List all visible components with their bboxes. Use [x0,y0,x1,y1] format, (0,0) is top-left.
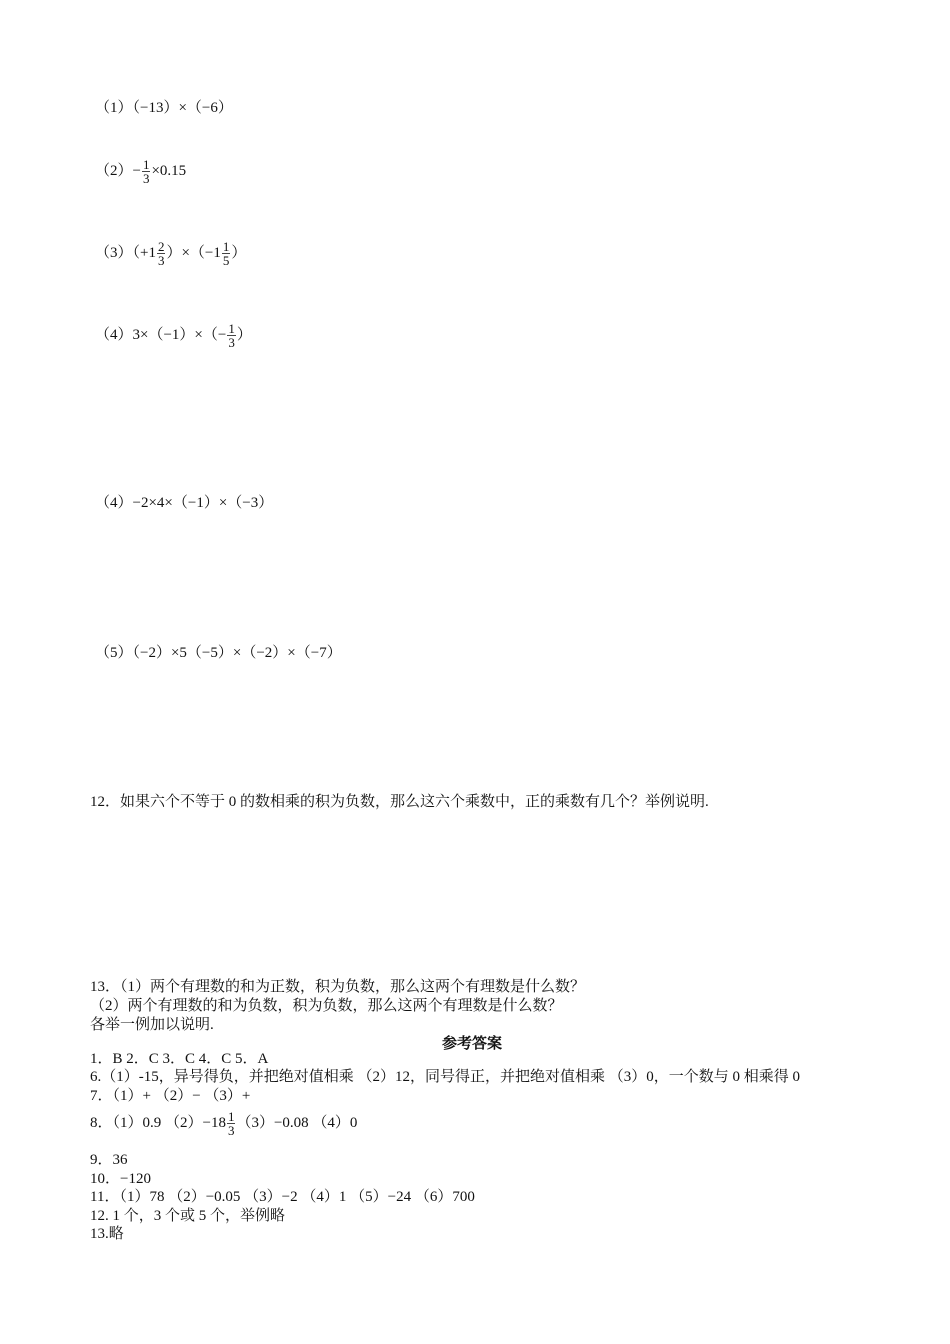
answer-13 [90,1225,124,1243]
problem-2 [95,158,186,185]
fraction-numerator: 1 [227,1109,235,1124]
question-13-line-2 [90,997,563,1015]
answer-9 [90,1151,128,1169]
answer-text: 11．（1）78 （2）−0.05 （3）−2 （4）1 （5）−24 （6）700 [90,1189,475,1205]
question-12 [90,793,709,811]
answer-text: 13.略 [90,1226,124,1242]
answer-11 [90,1188,475,1206]
problem-6-text: （5）（−2）×5（−5）×（−2）×（−7） [95,645,342,661]
problem-4-prefix: （4）3×（−1）×（− [95,326,227,343]
problem-5-text: （4）−2×4×（−1）×（−3） [95,495,274,511]
problem-2-suffix: ×0.15 [151,162,187,179]
answers-title: 参考答案 [442,1036,503,1052]
problem-3-part-b: ）×（−1 [166,244,221,261]
answer-text: 7．（1）+ （2）− （3）+ [90,1088,251,1104]
fraction [157,240,166,267]
answer-text: 12. 1 个，3 个或 5 个，举例略 [90,1208,286,1224]
problem-1 [95,99,233,117]
fraction [222,240,231,267]
fraction-numerator: 1 [228,321,235,336]
problem-1-text: （1）（−13）×（−6） [95,100,233,116]
answer-text: 1．B 2．C 3．C 4．C 5．A [90,1051,269,1067]
answer-8 [90,1110,357,1137]
answer-text: 10．−120 [90,1171,151,1187]
fraction-numerator: 2 [157,239,165,254]
fraction-numerator: 1 [222,239,230,254]
fraction [142,158,151,185]
answer-1-5 [90,1050,268,1068]
fraction-denominator: 5 [222,253,230,268]
answer-text: 9．36 [90,1152,128,1168]
fraction-denominator: 3 [157,253,165,268]
problem-3-part-a: （3）（+1 [95,244,156,261]
problem-4 [95,322,252,349]
answer-8-prefix: 8．（1）0.9 （2）−18 [90,1114,226,1131]
problem-3-part-c: ） [231,244,247,261]
answer-7 [90,1087,250,1105]
problem-3 [95,240,246,267]
fraction [227,322,236,349]
answer-12 [90,1207,285,1225]
problem-2-prefix: （2）− [95,162,141,179]
answer-8-suffix: （3）−0.08 （4）0 [236,1114,358,1131]
problem-5 [95,494,273,512]
fraction-numerator: 1 [142,157,150,172]
question-13-text: 13．（1）两个有理数的和为正数，积为负数，那么这两个有理数是什么数？ [90,979,586,995]
fraction-denominator: 3 [227,1123,235,1138]
answer-text: 6.（1）-15，异号得负，并把绝对值相乘 （2）12，同号得正，并把绝对值相乘 （3）0，一个数与 0 相乘得 0 [90,1069,800,1085]
question-13-line-1 [90,978,585,996]
fraction [227,1110,236,1137]
problem-6 [95,644,342,662]
fraction-denominator: 3 [142,171,150,186]
problem-4-suffix: ） [236,326,252,343]
answer-6 [90,1068,800,1086]
answer-10 [90,1170,151,1188]
question-12-text: 12．如果六个不等于 0 的数相乘的积为负数，那么这六个乘数中，正的乘数有几个？举例说明. [90,794,709,810]
question-13-text: （2）两个有理数的和为负数，积为负数，那么这两个有理数是什么数？ [90,998,563,1014]
question-13-line-3 [90,1016,214,1034]
fraction-denominator: 3 [228,335,235,350]
question-13-text: 各举一例加以说明. [90,1017,214,1033]
